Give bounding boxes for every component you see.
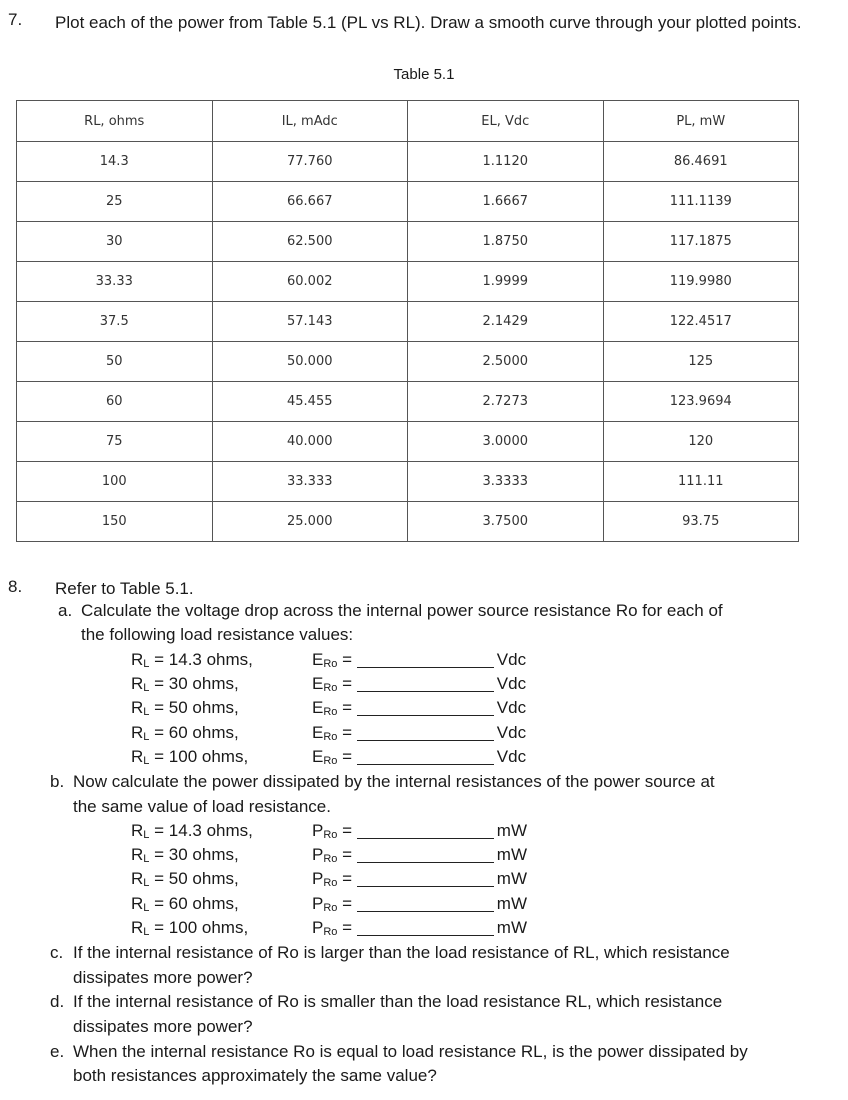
symbol-eq: = xyxy=(149,674,169,694)
symbol-r: R xyxy=(131,650,144,669)
table-cell-il: 62.500 xyxy=(212,222,408,262)
table-caption: Table 5.1 xyxy=(393,66,455,83)
table-header-row xyxy=(17,101,799,142)
symbol-r: R xyxy=(131,674,144,694)
symbol-assign: = xyxy=(337,893,353,913)
symbol-main: P xyxy=(312,917,324,937)
resistance-value: 14.3 ohms, xyxy=(168,821,253,840)
resistance-value: 30 ohms, xyxy=(168,845,239,865)
table-cell-el: 1.8750 xyxy=(408,222,604,262)
symbol-sub-l: L xyxy=(143,706,150,719)
part-e-label: e. xyxy=(50,1042,65,1061)
symbol-main: E xyxy=(312,746,324,766)
symbol-assign: = xyxy=(337,698,353,718)
part-d-text-line1: If the internal resistance of Ro is smaller than the load resistance RL, which resistance xyxy=(73,992,723,1011)
symbol-eq: = xyxy=(149,746,169,766)
symbol-eq: = xyxy=(149,917,169,937)
table-row xyxy=(17,422,799,462)
part-d-text-line2: dissipates more power? xyxy=(73,1017,253,1036)
resistance-value: 60 ohms, xyxy=(168,893,239,913)
unit-label: Vdc xyxy=(496,722,527,742)
table-cell-el: 1.6667 xyxy=(408,182,604,222)
symbol-r: R xyxy=(131,722,144,742)
symbol-eq: = xyxy=(149,869,169,889)
table-cell-el: 3.7500 xyxy=(408,502,604,542)
symbol-assign: = xyxy=(337,917,353,937)
table-cell-rl: 14.3 xyxy=(17,142,213,182)
part-a-text-line2: the following load resistance values: xyxy=(81,625,354,644)
symbol-r: R xyxy=(131,698,144,718)
symbol-r: R xyxy=(131,845,144,865)
symbol-eq: = xyxy=(149,893,169,913)
table-cell-el: 1.9999 xyxy=(408,262,604,302)
symbol-eq: = xyxy=(149,845,169,865)
answer-blank[interactable] xyxy=(357,823,494,839)
answer-blank[interactable] xyxy=(357,847,494,863)
answer-blank[interactable] xyxy=(357,700,494,716)
symbol-assign: = xyxy=(337,869,353,889)
answer-blank[interactable] xyxy=(357,652,494,668)
question-8-number: 8. xyxy=(8,577,23,596)
symbol-main: E xyxy=(312,674,324,694)
unit-label: Vdc xyxy=(496,674,527,694)
part-e-text-line1: When the internal resistance Ro is equal to load resistance RL, is the power dissipated by xyxy=(73,1042,748,1061)
header-il: IL, mAdc xyxy=(212,101,408,142)
symbol-sub-ro: Ro xyxy=(323,682,338,695)
symbol-eq: = xyxy=(149,698,169,718)
symbol-main: E xyxy=(312,722,324,742)
part-c-text-line1: If the internal resistance of Ro is larger than the load resistance of RL, which resistance xyxy=(73,943,730,962)
symbol-assign: = xyxy=(337,674,353,694)
part-d-label: d. xyxy=(50,992,65,1011)
table-cell-rl: 30 xyxy=(17,222,213,262)
resistance-value: 100 ohms, xyxy=(168,746,249,766)
table-cell-pl: 86.4691 xyxy=(603,142,799,182)
unit-label: mW xyxy=(496,845,528,865)
unit-label: mW xyxy=(496,869,528,889)
part-e-text-line2: both resistances approximately the same value? xyxy=(73,1066,437,1085)
answer-blank[interactable] xyxy=(357,749,494,765)
symbol-sub-l: L xyxy=(143,829,150,841)
resistance-value: 100 ohms, xyxy=(168,917,249,937)
symbol-assign: = xyxy=(337,650,353,669)
table-cell-rl: 75 xyxy=(17,422,213,462)
table-row xyxy=(17,262,799,302)
table-cell-rl: 150 xyxy=(17,502,213,542)
part-a-text-line1: Calculate the voltage drop across the internal power source resistance Ro for each of xyxy=(81,601,723,620)
symbol-sub-ro: Ro xyxy=(323,829,338,841)
table-cell-rl: 33.33 xyxy=(17,262,213,302)
symbol-sub-ro: Ro xyxy=(323,877,338,890)
table-cell-rl: 100 xyxy=(17,462,213,502)
table-row xyxy=(17,462,799,502)
resistance-value: 30 ohms, xyxy=(168,674,239,694)
resistance-value: 50 ohms, xyxy=(168,698,239,718)
table-cell-il: 25.000 xyxy=(212,502,408,542)
symbol-r: R xyxy=(131,869,144,889)
table-row xyxy=(17,382,799,422)
table-row xyxy=(17,222,799,262)
symbol-sub-l: L xyxy=(143,853,150,866)
answer-blank[interactable] xyxy=(357,725,494,741)
part-b-text-line1: Now calculate the power dissipated by the internal resistances of the power source at xyxy=(73,772,715,791)
table-cell-pl: 123.9694 xyxy=(603,382,799,422)
table-cell-pl: 125 xyxy=(603,342,799,382)
symbol-sub-l: L xyxy=(143,901,150,914)
symbol-r: R xyxy=(131,893,144,913)
symbol-sub-l: L xyxy=(143,730,150,743)
symbol-main: P xyxy=(312,869,324,889)
symbol-sub-ro: Ro xyxy=(323,730,338,743)
table-cell-pl: 119.9980 xyxy=(603,262,799,302)
symbol-sub-l: L xyxy=(143,754,150,767)
table-cell-el: 1.1120 xyxy=(408,142,604,182)
resistance-value: 14.3 ohms, xyxy=(168,650,253,669)
symbol-assign: = xyxy=(337,722,353,742)
table-cell-il: 77.760 xyxy=(212,142,408,182)
symbol-eq: = xyxy=(149,722,169,742)
table-cell-pl: 120 xyxy=(603,422,799,462)
symbol-sub-l: L xyxy=(143,682,150,695)
unit-label: Vdc xyxy=(496,746,527,766)
symbol-sub-ro: Ro xyxy=(323,853,338,866)
symbol-main: P xyxy=(312,845,324,865)
table-cell-el: 3.3333 xyxy=(408,462,604,502)
symbol-sub-ro: Ro xyxy=(323,925,338,938)
table-cell-el: 2.7273 xyxy=(408,382,604,422)
table-cell-rl: 25 xyxy=(17,182,213,222)
part-c-label: c. xyxy=(50,943,64,962)
symbol-main: P xyxy=(312,821,324,840)
table-cell-il: 57.143 xyxy=(212,302,408,342)
symbol-sub-ro: Ro xyxy=(323,658,338,670)
answer-blank[interactable] xyxy=(357,896,494,912)
symbol-assign: = xyxy=(337,821,353,840)
table-row xyxy=(17,342,799,382)
unit-label: mW xyxy=(496,821,528,840)
symbol-r: R xyxy=(131,917,144,937)
unit-label: Vdc xyxy=(496,650,527,669)
table-cell-il: 33.333 xyxy=(212,462,408,502)
resistance-value: 50 ohms, xyxy=(168,869,239,889)
question-8-intro: Refer to Table 5.1. xyxy=(55,579,194,598)
symbol-sub-l: L xyxy=(143,925,150,938)
symbol-sub-l: L xyxy=(143,877,150,890)
symbol-r: R xyxy=(131,821,144,840)
table-row xyxy=(17,182,799,222)
table-row xyxy=(17,502,799,542)
symbol-sub-ro: Ro xyxy=(323,754,338,767)
table-cell-rl: 37.5 xyxy=(17,302,213,342)
table-cell-pl: 111.1139 xyxy=(603,182,799,222)
table-cell-pl: 111.11 xyxy=(603,462,799,502)
symbol-main: E xyxy=(312,650,324,669)
table-cell-il: 45.455 xyxy=(212,382,408,422)
unit-label: Vdc xyxy=(496,698,527,718)
symbol-sub-ro: Ro xyxy=(323,706,338,719)
table-row xyxy=(17,142,799,182)
question-7-number: 7. xyxy=(8,10,23,29)
symbol-sub-ro: Ro xyxy=(323,901,338,914)
table-cell-il: 40.000 xyxy=(212,422,408,462)
table-cell-il: 60.002 xyxy=(212,262,408,302)
table-cell-el: 3.0000 xyxy=(408,422,604,462)
answer-blank[interactable] xyxy=(357,920,494,936)
symbol-r: R xyxy=(131,746,144,766)
symbol-main: P xyxy=(312,893,324,913)
table-cell-il: 50.000 xyxy=(212,342,408,382)
data-table xyxy=(16,100,799,542)
header-pl: PL, mW xyxy=(603,101,799,142)
table-cell-rl: 60 xyxy=(17,382,213,422)
answer-blank[interactable] xyxy=(357,871,494,887)
symbol-assign: = xyxy=(337,845,353,865)
table-cell-el: 2.1429 xyxy=(408,302,604,342)
symbol-sub-l: L xyxy=(143,658,150,670)
unit-label: mW xyxy=(496,917,528,937)
unit-label: mW xyxy=(496,893,528,913)
symbol-eq: = xyxy=(149,650,169,669)
question-7-text: Plot each of the power from Table 5.1 (PL vs RL). Draw a smooth curve through your plotted points. xyxy=(55,13,802,32)
table-cell-pl: 122.4517 xyxy=(603,302,799,342)
table-cell-el: 2.5000 xyxy=(408,342,604,382)
answer-blank[interactable] xyxy=(357,676,494,692)
part-c-text-line2: dissipates more power? xyxy=(73,968,253,987)
symbol-eq: = xyxy=(149,821,169,840)
part-a-label: a. xyxy=(58,601,73,620)
symbol-main: E xyxy=(312,698,324,718)
resistance-value: 60 ohms, xyxy=(168,722,239,742)
part-b-text-line2: the same value of load resistance. xyxy=(73,797,331,816)
part-b-label: b. xyxy=(50,772,65,791)
table-cell-il: 66.667 xyxy=(212,182,408,222)
header-rl: RL, ohms xyxy=(17,101,213,142)
table-cell-rl: 50 xyxy=(17,342,213,382)
header-el: EL, Vdc xyxy=(408,101,604,142)
table-row xyxy=(17,302,799,342)
table-cell-pl: 93.75 xyxy=(603,502,799,542)
symbol-assign: = xyxy=(337,746,353,766)
table-cell-pl: 117.1875 xyxy=(603,222,799,262)
